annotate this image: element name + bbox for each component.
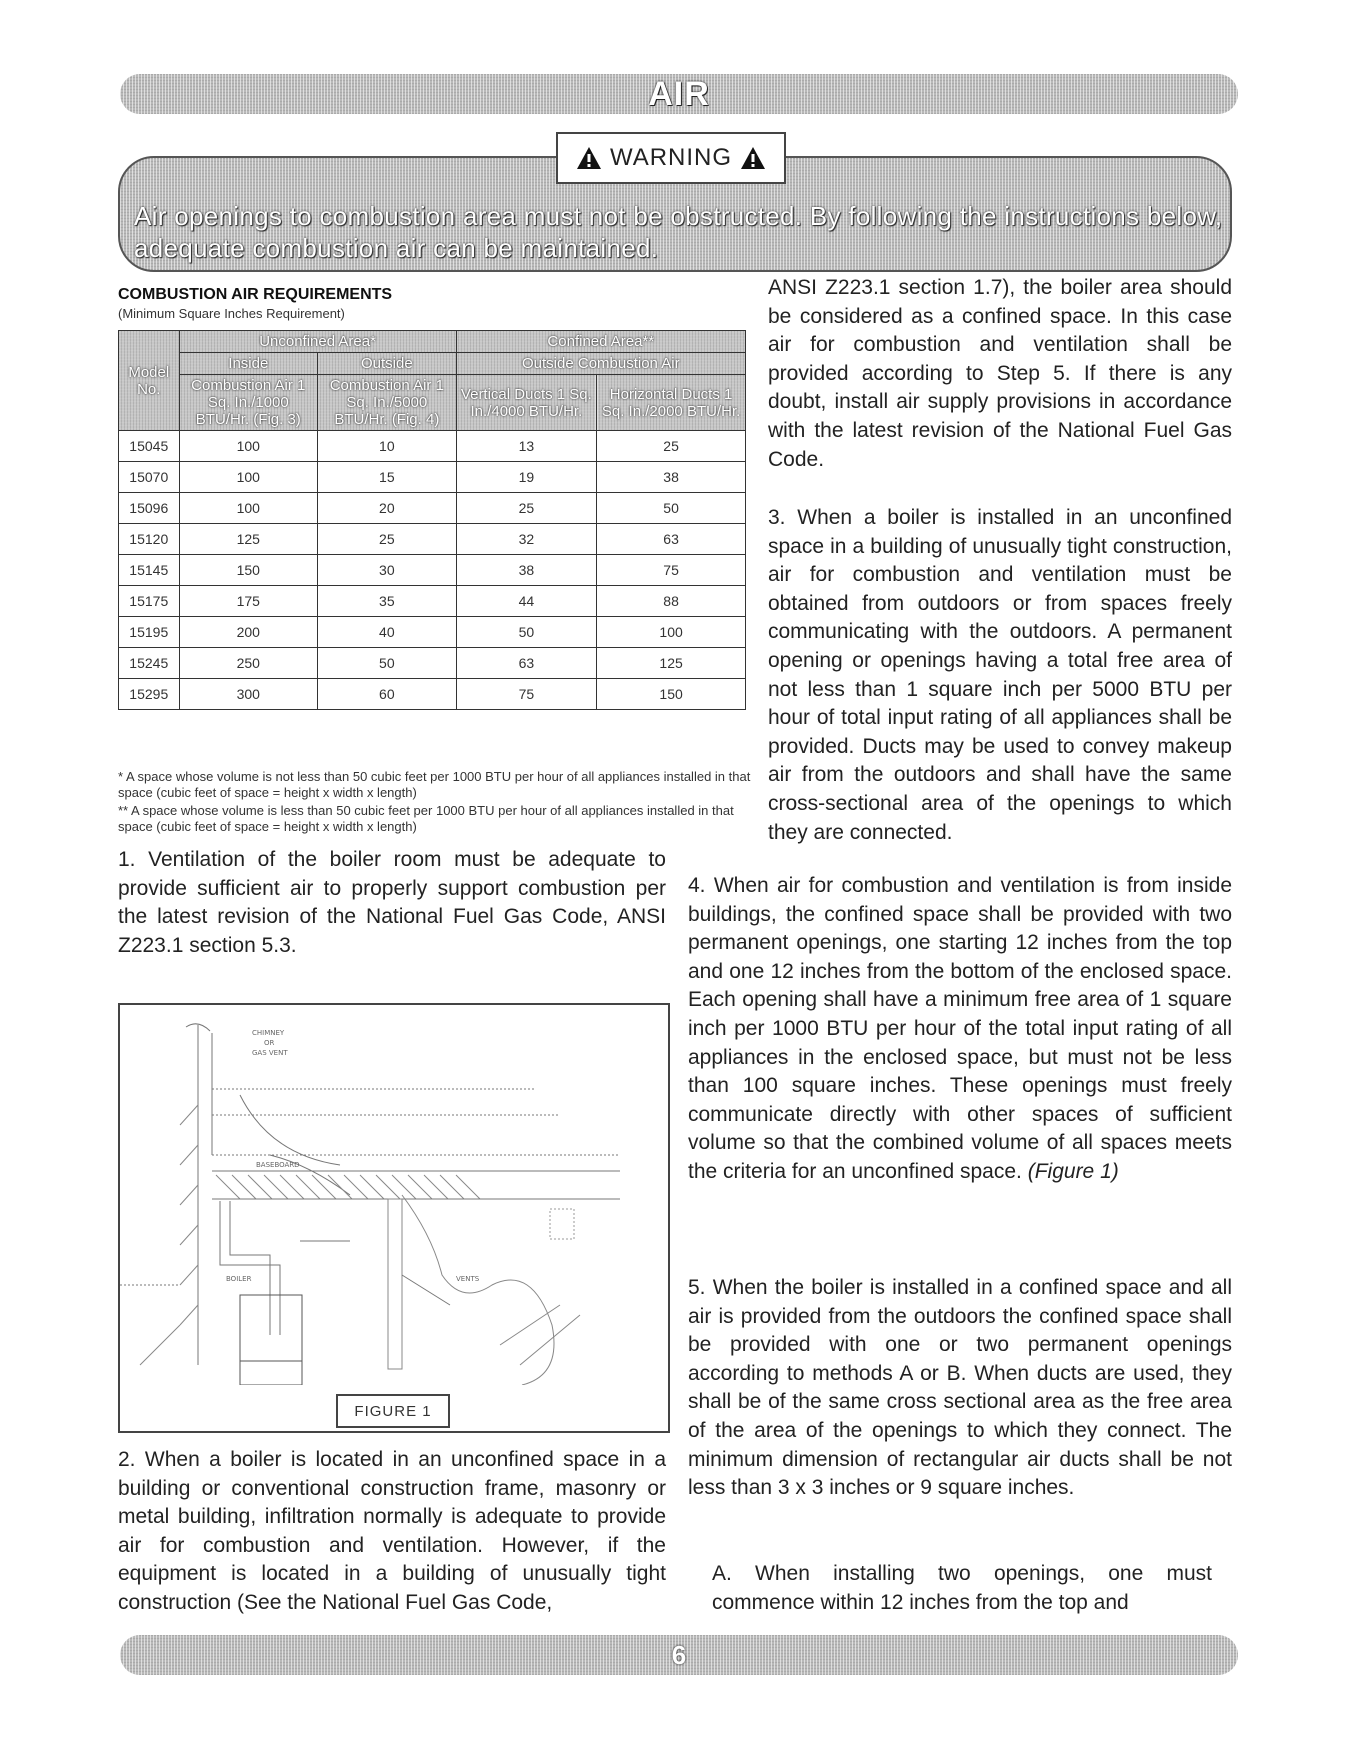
- header-inside-sub: Combustion Air 1 Sq. In./1000 BTU/Hr. (Fig. 3): [179, 375, 318, 431]
- cell-outside: 10: [318, 431, 457, 462]
- cell-outside: 25: [318, 524, 457, 555]
- cell-outside: 30: [318, 555, 457, 586]
- cell-outside: 35: [318, 586, 457, 617]
- cell-outside: 50: [318, 648, 457, 679]
- cell-vertical: 19: [456, 462, 597, 493]
- section-subtitle: (Minimum Square Inches Requirement): [118, 306, 345, 321]
- warning-label: WARNING: [609, 144, 733, 171]
- table-row: [119, 431, 746, 462]
- figure-1: [118, 1003, 670, 1433]
- label-baseboard: BASEBOARD: [256, 1161, 300, 1169]
- paragraph-1: 1. Ventilation of the boiler room must be adequate to provide sufficient air to properly support combustion per the latest revision of the National Fuel Gas Code, ANSI Z223.1 section 5.3.: [118, 848, 666, 957]
- cell-inside: 150: [179, 555, 318, 586]
- cell-vertical: 32: [456, 524, 597, 555]
- paragraph-2: 2. When a boiler is located in an unconfined space in a building or conventional construction frame, masonry or metal building, infiltration normally is adequate to provide air for combustion and ventilation. However, if the equipment is located in a building of unusually tight construction (See the National Fuel Gas Code,: [118, 1448, 666, 1614]
- cell-outside: 40: [318, 617, 457, 648]
- cell-outside: 20: [318, 493, 457, 524]
- cell-model: 15145: [119, 555, 180, 586]
- header-outside: Outside: [318, 353, 457, 375]
- cell-horizontal: 125: [597, 648, 746, 679]
- cell-model: 15245: [119, 648, 180, 679]
- table-row: [119, 462, 746, 493]
- warning-text: Air openings to combustion area must not be obstructed. By following the instructions below, adequate combustion air can be maintained.: [134, 201, 1223, 263]
- paragraph-3: 3. When a boiler is installed in an unconfined space in a building of unusually tight construction, air for combustion and ventilation must be obtained from outdoors or from spaces freely communicating with the outdoors. A permanent opening or openings having a total free area of not less than 1 square inch per 5000 BTU per hour of total input rating of all appliances shall be provided. Ducts may be used to convey makeup air from the outdoors and shall have the same cross-sectional area of the openings to which they are connected.: [768, 506, 1232, 844]
- combustion-air-table: [118, 330, 746, 710]
- paragraph-4: [688, 872, 1232, 1187]
- cell-horizontal: 75: [597, 555, 746, 586]
- header-inside: Inside: [179, 353, 318, 375]
- paragraph-5: 5. When the boiler is installed in a confined space and all air is provided from the outdoors the confined space shall be provided with one or two permanent openings according to methods A or B. When ducts are used, they shall be of the same cross sectional area as the free area of the area of the openings to which they connect. The minimum dimension of rectangular air ducts shall be not less than 3 x 3 inches or 9 square inches.: [688, 1276, 1232, 1500]
- table-row: [119, 648, 746, 679]
- cell-model: 15295: [119, 679, 180, 710]
- figure-1-label: FIGURE 1: [336, 1394, 450, 1428]
- warning-triangle-icon: [740, 146, 766, 170]
- label-chimney: CHIMNEY: [252, 1029, 285, 1037]
- cell-model: 15070: [119, 462, 180, 493]
- table-note-unconfined: * A space whose volume is not less than 50 cubic feet per 1000 BTU per hour of all appliances installed in that space (cubic feet of space = height x width x length): [118, 769, 751, 800]
- header-vertical: Vertical Ducts 1 Sq. In./4000 BTU/Hr.: [456, 375, 597, 431]
- cell-horizontal: 150: [597, 679, 746, 710]
- cell-horizontal: 63: [597, 524, 746, 555]
- table-row: [119, 617, 746, 648]
- cell-model: 15120: [119, 524, 180, 555]
- table-row: [119, 586, 746, 617]
- cell-horizontal: 25: [597, 431, 746, 462]
- cell-vertical: 75: [456, 679, 597, 710]
- cell-inside: 100: [179, 493, 318, 524]
- cell-inside: 200: [179, 617, 318, 648]
- cell-horizontal: 50: [597, 493, 746, 524]
- paragraph-2-continued: ANSI Z223.1 section 1.7), the boiler area should be considered as a confined space. In this case air for combustion and ventilation shall be provided according to Step 5. If there is any doubt, install air supply provisions in accordance with the latest revision of the National Fuel Gas Code.: [768, 276, 1232, 471]
- cell-vertical: 63: [456, 648, 597, 679]
- header-confined: Confined Area**: [456, 331, 745, 353]
- cell-vertical: 13: [456, 431, 597, 462]
- cell-vertical: 38: [456, 555, 597, 586]
- cell-inside: 100: [179, 462, 318, 493]
- table-row: [119, 524, 746, 555]
- table-row: [119, 493, 746, 524]
- label-or: OR: [264, 1039, 275, 1047]
- table-row: [119, 679, 746, 710]
- cell-vertical: 44: [456, 586, 597, 617]
- cell-model: 15175: [119, 586, 180, 617]
- page-footer-bar: [120, 1635, 1238, 1675]
- label-gas-vent: GAS VENT: [252, 1049, 288, 1057]
- cell-model: 15045: [119, 431, 180, 462]
- label-boiler: BOILER: [226, 1275, 252, 1283]
- cell-inside: 250: [179, 648, 318, 679]
- boiler-room-illustration: [120, 1005, 668, 1385]
- paragraph-4-text: 4. When air for combustion and ventilation is from inside buildings, the confined space shall be provided with two permanent openings, one starting 12 inches from the top and one 12 inches from the bottom of the enclosed space. Each opening shall have a minimum free area of 1 square inch per 1000 BTU per hour of the total input rating of all appliances in the enclosed space, but must not be less than 100 square inches. These openings must freely communicate directly with other spaces of sufficient volume so that the combined volume of all spaces meets the criteria for an unconfined space.: [688, 874, 1232, 1183]
- cell-outside: 60: [318, 679, 457, 710]
- cell-inside: 100: [179, 431, 318, 462]
- cell-vertical: 25: [456, 493, 597, 524]
- cell-model: 15096: [119, 493, 180, 524]
- cell-horizontal: 38: [597, 462, 746, 493]
- cell-horizontal: 88: [597, 586, 746, 617]
- table-row: [119, 555, 746, 586]
- section-header-bar: [120, 74, 1238, 114]
- warning-tag: [556, 132, 786, 184]
- table-note-confined: ** A space whose volume is less than 50 cubic feet per 1000 BTU per hour of all appliances installed in that space (cubic feet of space = height x width x length): [118, 803, 734, 834]
- cell-inside: 300: [179, 679, 318, 710]
- page-number: 6: [671, 1639, 687, 1670]
- cell-horizontal: 100: [597, 617, 746, 648]
- cell-inside: 175: [179, 586, 318, 617]
- header-outside-combustion: Outside Combustion Air: [456, 353, 745, 375]
- header-outside-sub: Combustion Air 1 Sq. In./5000 BTU/Hr. (Fig. 4): [318, 375, 457, 431]
- warning-triangle-icon: [576, 146, 602, 170]
- cell-inside: 125: [179, 524, 318, 555]
- cell-vertical: 50: [456, 617, 597, 648]
- cell-outside: 15: [318, 462, 457, 493]
- section-header-title: AIR: [648, 74, 710, 113]
- section-title: COMBUSTION AIR REQUIREMENTS: [118, 286, 393, 303]
- figure-1-reference: (Figure 1): [1027, 1159, 1119, 1183]
- label-vents: VENTS: [456, 1275, 480, 1283]
- header-horizontal: Horizontal Ducts 1 Sq. In./2000 BTU/Hr.: [597, 375, 746, 431]
- paragraph-5a: A. When installing two openings, one must commence within 12 inches from the top and: [712, 1562, 1212, 1614]
- cell-model: 15195: [119, 617, 180, 648]
- header-model: Model No.: [119, 331, 180, 431]
- header-unconfined: Unconfined Area*: [179, 331, 456, 353]
